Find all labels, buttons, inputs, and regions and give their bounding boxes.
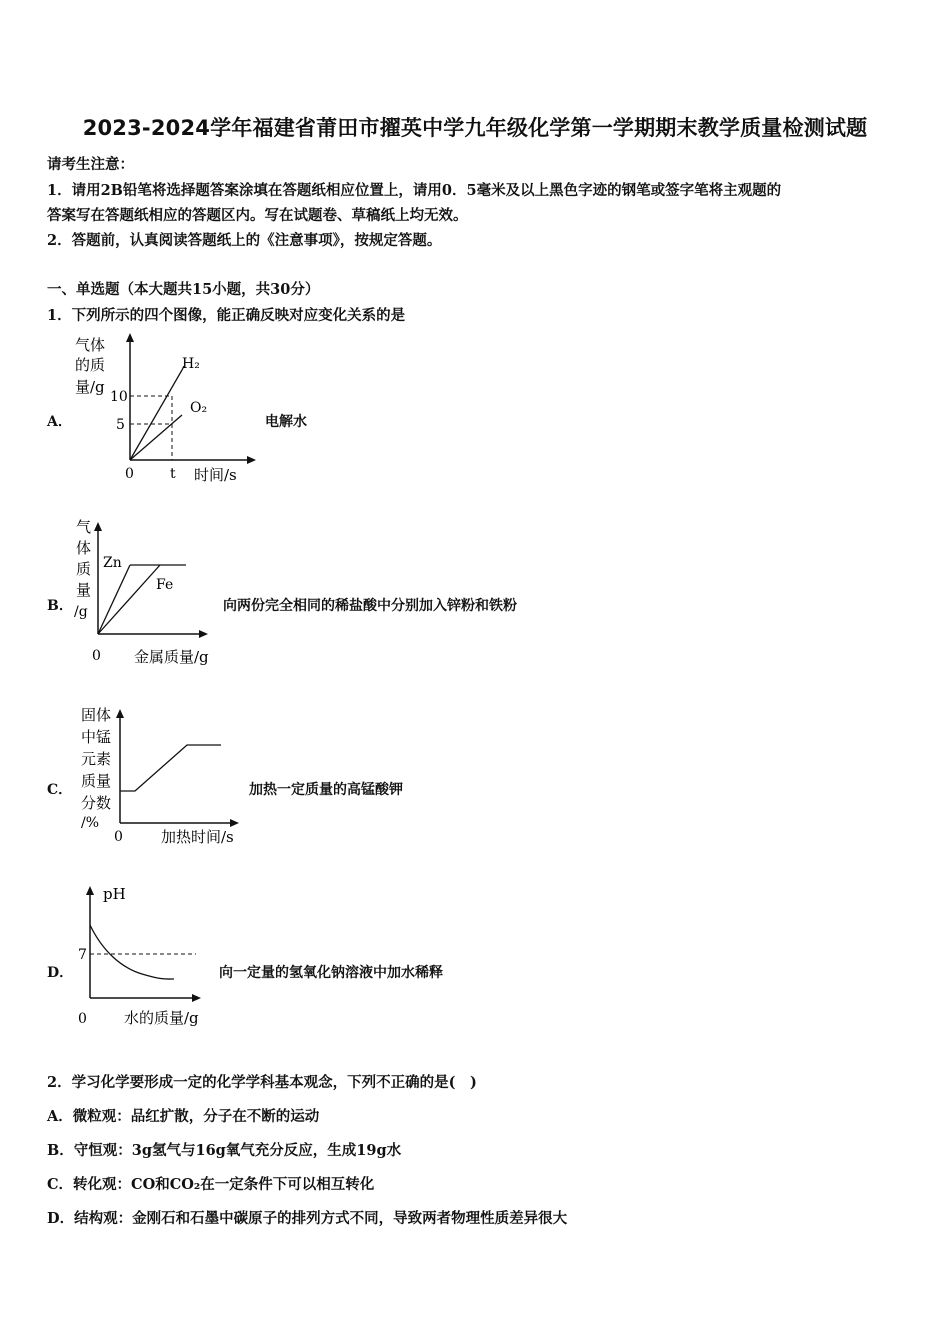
a-origin: 0 — [125, 466, 134, 482]
b-ylabel-1: 气 — [76, 518, 92, 536]
c-ylabel-1: 固体 — [81, 706, 112, 724]
a-ytick-10: 10 — [110, 389, 128, 405]
notice-line-2: 2．答题前，认真阅读答题纸上的《注意事项》，按规定答题。 — [47, 232, 442, 249]
c-ylabel-3: 元素 — [81, 750, 112, 768]
b-ylabel-2: 体 — [76, 539, 92, 557]
q2-option-b: B．守恒观：3g氢气与16g氧气充分反应，生成19g水 — [47, 1142, 402, 1159]
section-heading: 一、单选题（本大题共15小题，共30分） — [47, 281, 320, 298]
b-zn-line — [98, 565, 130, 634]
q1-option-b-graph — [70, 515, 230, 679]
c-ylabel-2: 中锰 — [81, 728, 112, 746]
q1-option-c-graph — [75, 700, 250, 854]
b-ylabel-5: /g — [74, 604, 88, 620]
q1-option-c-text: 加热一定质量的高锰酸钾 — [249, 782, 403, 798]
q1-option-d-text: 向一定量的氢氧化钠溶液中加水稀释 — [219, 965, 443, 981]
q1-option-a-label: A． — [47, 414, 72, 430]
d-ylabel: pH — [103, 885, 126, 903]
q1-option-a-text: 电解水 — [265, 414, 307, 430]
c-ylabel-4: 质量 — [81, 772, 112, 790]
b-xlabel: 金属质量/g — [134, 648, 209, 666]
b-series-fe: Fe — [156, 577, 174, 593]
question-1-stem: 1．下列所示的四个图像，能正确反映对应变化关系的是 — [47, 307, 406, 324]
q2-option-a: A．微粒观：品红扩散，分子在不断的运动 — [47, 1108, 320, 1125]
a-xlabel: 时间/s — [194, 466, 237, 484]
a-h2-line — [130, 370, 182, 460]
a-ylabel-1: 气体 — [75, 336, 106, 354]
c-ylabel-5: 分数 — [81, 794, 112, 812]
q2-option-d: D．结构观：金刚石和石墨中碳原子的排列方式不同，导致两者物理性质差异很大 — [47, 1210, 568, 1227]
a-xtick-t: t — [170, 466, 176, 482]
q1-option-c-label: C． — [47, 782, 73, 798]
a-o2-line — [130, 415, 182, 460]
b-fe-line — [98, 565, 160, 634]
a-ylabel-2: 的质 — [75, 356, 106, 374]
q2-option-c: C．转化观：CO和CO₂在一定条件下可以相互转化 — [47, 1176, 375, 1193]
q1-option-b-label: B． — [47, 598, 73, 614]
c-xlabel: 加热时间/s — [161, 828, 234, 846]
q1-option-d-label: D． — [47, 965, 74, 981]
a-ytick-5: 5 — [116, 417, 125, 433]
question-2-stem: 2．学习化学要形成一定的化学学科基本观念，下列不正确的是( ) — [47, 1074, 477, 1091]
a-series-h2: H₂ — [182, 356, 200, 372]
b-ylabel-3: 质 — [76, 560, 92, 578]
page-title: 2023-2024学年福建省莆田市擢英中学九年级化学第一学期期末教学质量检测试题 — [82, 116, 868, 140]
q1-option-b-text: 向两份完全相同的稀盐酸中分别加入锌粉和铁粉 — [223, 598, 517, 614]
notice-line-1: 1．请用2B铅笔将选择题答案涂填在答题纸相应位置上，请用0．5毫米及以上黑色字迹的钢笔或签字笔将主观题的 — [47, 182, 782, 199]
q1-option-d-graph — [70, 880, 220, 1039]
b-series-zn: Zn — [103, 555, 122, 571]
a-series-o2: O₂ — [190, 400, 208, 416]
c-curve — [120, 745, 221, 791]
notice-heading: 请考生注意： — [47, 156, 134, 173]
b-origin: 0 — [92, 648, 101, 664]
q1-option-a-graph — [70, 330, 260, 494]
d-xlabel: 水的质量/g — [124, 1009, 199, 1027]
d-curve — [90, 925, 174, 979]
notice-line-1-cont: 答案写在答题纸相应的答题区内。写在试题卷、草稿纸上均无效。 — [47, 207, 468, 224]
d-ytick-7: 7 — [78, 947, 87, 963]
c-origin: 0 — [114, 829, 123, 845]
a-ylabel-3: 量/g — [75, 378, 105, 396]
d-origin: 0 — [78, 1011, 87, 1027]
b-ylabel-4: 量 — [76, 581, 92, 599]
c-ylabel-6: /% — [81, 815, 100, 831]
